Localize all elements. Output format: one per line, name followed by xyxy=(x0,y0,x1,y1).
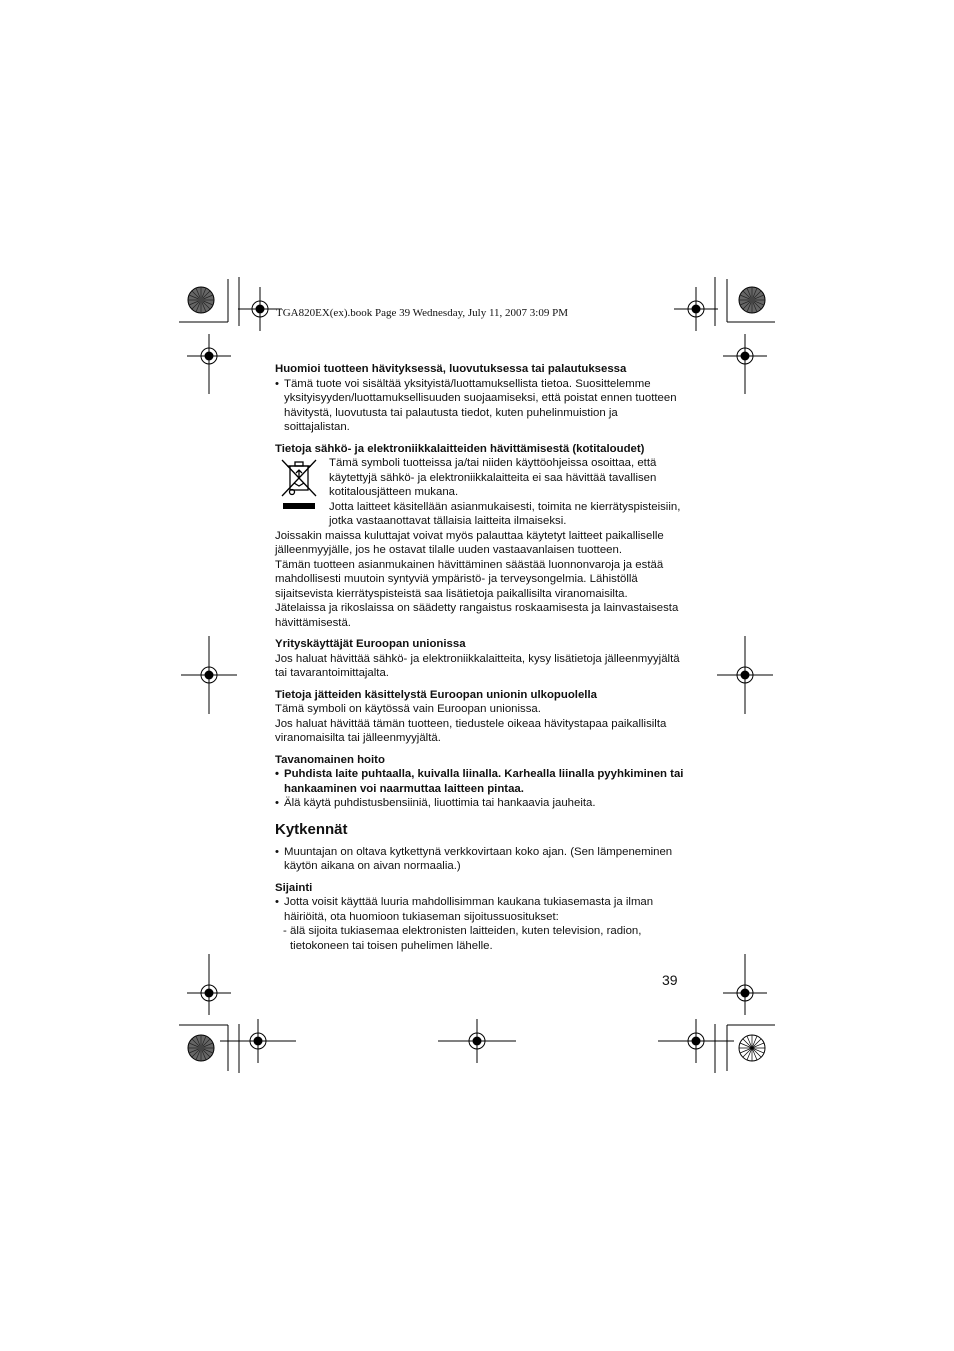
star-bottom-right-icon xyxy=(739,1035,765,1061)
heading-weee-households: Tietoja sähkö- ja elektroniikkalaitteiden hävittämisestä (kotitaloudet) xyxy=(275,442,645,455)
page-number: 39 xyxy=(662,972,678,988)
weee-symbol-text: Tämä symboli tuotteissa ja/tai niiden käyttöohjeissa osoittaa, että käytettyjä sähkö- ja elektroniikkalaitteita ei saa hävittää tavallisen kotitalousjätteen mukana. Jotta laitteet käsitellään asianmukaisesti, toimita ne kierrätyspisteisiin, jotka vastaanottavat tällaisia laitteita ilmaiseksi. xyxy=(329,457,681,527)
bullet-placement: • Jotta voisit käyttää luuria mahdollisimman kaukana tukiasemasta ja ilman häiriöitä, ota huomioon tukiaseman sijoitussuositukset: xyxy=(275,895,685,924)
heading-business-users: Yrityskäyttäjät Euroopan unionissa xyxy=(275,638,466,650)
registration-mark-icon xyxy=(674,287,718,331)
outside-eu-body: Tämä symboli on käytössä vain Euroopan unionissa. Jos haluat hävittää tämän tuotteen, tiedustele oikeaa hävitystapaa paikallisilta viranomaisilta tai jälleenmyyjältä. xyxy=(275,703,667,744)
page-content xyxy=(275,362,685,953)
bullet-private-data: • Tämä tuote voi sisältää yksityistä/luottamuksellista tietoa. Suosittelemme yksityisyyden/luottamuksellisuuden suojaamiseksi, että poistat ennen tuotteen hävitystä, luovutusta tai palautusta tiedot, kuten puhelinmuistion ja soittajalistan. xyxy=(275,377,685,435)
heading-disposal-note: Huomioi tuotteen hävityksessä, luovutuksessa tai palautuksessa xyxy=(275,363,627,375)
star-top-right-icon xyxy=(739,287,765,313)
weee-body: Joissakin maissa kuluttajat voivat myös palauttaa käytetyt laitteet paikalliselle jälleenmyyjälle, jos he ostavat tilalle uuden vastaavanlaisen tuotteen. Tämän tuotteen asianmukainen hävittäminen säästää luonnonvaroja ja estää mahdollisesti muutoin syntyviä ympäristö- ja terveysongelmia. Lähistöllä sijaitsevista kierrätyspisteistä saa lisätietoja paikallisilta viranomaisilta. Jätelaissa ja rikoslaissa on säädetty rangaistus roskaamisesta ja lainvastaisesta hävittämisestä. xyxy=(275,529,679,629)
star-top-left-icon xyxy=(188,287,214,313)
book-header: TGA820EX(ex).book Page 39 Wednesday, July 11, 2007 3:09 PM xyxy=(276,307,569,319)
heading-outside-eu: Tietoja jätteiden käsittelystä Euroopan unionin ulkopuolella xyxy=(275,688,597,701)
section-title-connections: Kytkennät xyxy=(275,820,348,838)
bullet-clean-cloth: • Puhdista laite puhtaalla, kuivalla liinalla. Karhealla liinalla pyyhkiminen tai hankaaminen voi naarmuttaa laitteen pintaa. xyxy=(275,767,685,796)
business-users-body: Jos haluat hävittää sähkö- ja elektroniikkalaitteita, kysy lisätietoja jälleenmyyjältä tai tavarantoimittajalta. xyxy=(275,652,680,679)
bullet-adaptor: • Muuntajan on oltava kytkettynä verkkovirtaan koko ajan. (Sen lämpeneminen käytön aikana on aivan normaalia.) xyxy=(275,845,685,874)
bullet-no-benzine: • Älä käytä puhdistusbensiiniä, liuottimia tai hankaavia jauheita. xyxy=(275,796,685,811)
star-bottom-left-icon xyxy=(188,1035,214,1061)
heading-location: Sijainti xyxy=(275,881,313,894)
heading-routine-care: Tavanomainen hoito xyxy=(275,753,385,766)
dash-electronics: - älä sijoita tukiasemaa elektronisten laitteiden, kuten television, radion, tietokoneen tai toisen puhelimen lähelle. xyxy=(275,924,685,953)
crossed-out-wheelie-bin-icon xyxy=(275,456,329,529)
weee-block xyxy=(275,456,685,529)
